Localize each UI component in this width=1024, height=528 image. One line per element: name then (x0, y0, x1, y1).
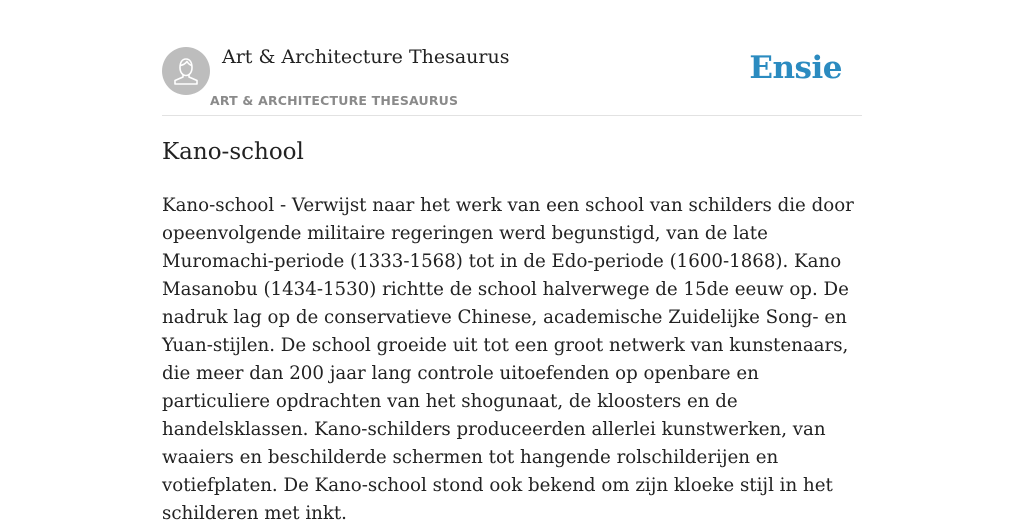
page-title: Kano-school (162, 139, 304, 165)
source-header (162, 0, 862, 116)
source-title-link[interactable]: Art & Architecture Thesaurus (222, 46, 510, 68)
user-icon (162, 47, 210, 95)
source-subtitle: ART & ARCHITECTURE THESAURUS (210, 93, 459, 108)
content-container (162, 0, 862, 524)
brand-logo-link[interactable]: Ensie (749, 50, 842, 86)
avatar[interactable] (162, 47, 210, 95)
entry-definition: Kano-school - Verwijst naar het werk van een school van schilders die door opeenvolgende militaire regeringen werd begunstigd, van de late Muromachi-periode (1333-1568) tot in de Edo-periode (1600-1868). Kano Masanobu (1434-1530) richtte de school halverwege de 15de eeuw op. De nadruk lag op de conservatieve Chinese, academische Zuidelijke Song- en Yuan-stijlen. De school groeide uit tot een groot netwerk van kunstenaars, die meer dan 200 jaar lang controle uitoefenden op openbare en particuliere opdrachten van het shogunaat, de kloosters en de handelsklassen. Kano-schilders produceerden allerlei kunstwerken, van waaiers en beschilderde schermen tot hangende rolschilderijen en votiefplaten. De Kano-school stond ook bekend om zijn kloeke stijl in het schilderen met inkt. (162, 195, 854, 524)
